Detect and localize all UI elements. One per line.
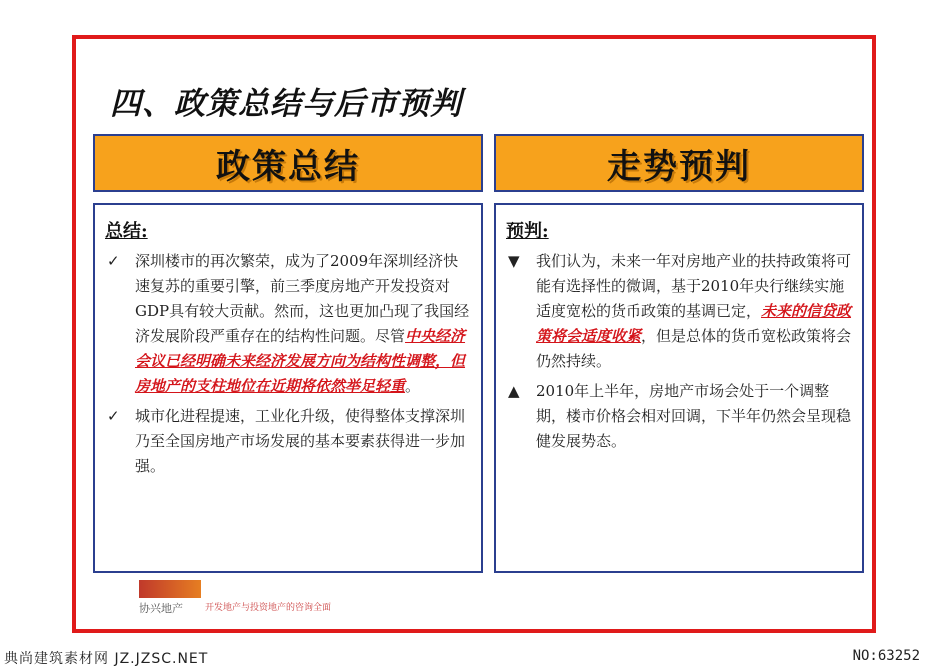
bullet-text: 我们认为，未来一年对房地产业的扶持政策将可能有选择性的微调，基于2010年央行继续实施适度宽松的货币政策的基调已定， — [536, 252, 852, 320]
logo-slogan: 开发地产与投资地产的咨询全面 — [205, 603, 332, 613]
highlight-text: 未来的信贷政策将会适度收紧 — [536, 302, 852, 345]
policy-summary-panel — [93, 203, 483, 573]
bullet-tail: 。 — [405, 377, 421, 395]
bullet-text: 城市化进程提速，工业化升级，使得整体支撑深圳乃至全国房地产市场发展的基本要素获得进一步加强。 — [135, 407, 466, 475]
check-icon: ✓ — [107, 252, 120, 270]
slide-title: 四、政策总结与后市预判 — [110, 86, 462, 122]
logo-mark — [139, 580, 201, 598]
highlight-text: 中央经济会议已经明确未来经济发展方向为结构性调整，但房地产的支柱地位在近期将依然举足轻重 — [135, 327, 466, 395]
trend-forecast-panel — [494, 203, 864, 573]
logo-name: 协兴地产 — [139, 602, 183, 615]
company-logo — [135, 578, 205, 620]
summary-list — [103, 249, 473, 484]
bullet-text: 2010年上半年，房地产市场会处于一个调整期，楼市价格会相对回调，下半年仍然会呈现稳健发展势态。 — [536, 382, 852, 450]
list-item — [504, 379, 854, 454]
watermark-left: 典尚建筑素材网 JZ.JZSC.NET — [4, 651, 209, 667]
bullet-tail: ，但是总体的货币宽松政策将会仍然持续。 — [536, 327, 852, 370]
list-item — [103, 404, 473, 479]
forecast-label: 预判: — [506, 221, 549, 242]
bullet-text: 深圳楼市的再次繁荣，成为了2009年深圳经济快速复苏的重要引擎，前三季度房地产开发投资对GDP具有较大贡献。然而，这也更加凸现了我国经济发展阶段严重存在的结构性问题。尽管 — [135, 252, 470, 345]
check-icon: ✓ — [107, 407, 120, 425]
triangle-down-icon: ▼ — [508, 252, 520, 270]
triangle-up-icon: ▲ — [508, 382, 520, 400]
list-item — [504, 249, 854, 374]
forecast-list — [504, 249, 854, 459]
policy-summary-header: 政策总结 — [93, 134, 483, 192]
list-item — [103, 249, 473, 399]
watermark-right: NO:63252 — [852, 648, 920, 664]
summary-label: 总结: — [105, 221, 148, 242]
trend-forecast-header: 走势预判 — [494, 134, 864, 192]
